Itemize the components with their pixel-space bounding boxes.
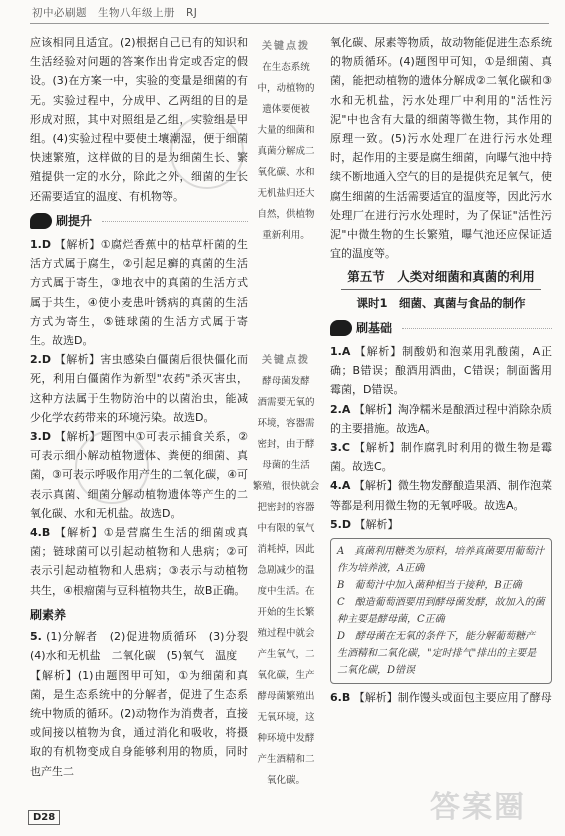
tip2-line: 氧化碳，生产 <box>257 670 315 681</box>
tip2-line: 密封，由于酵 <box>257 439 315 450</box>
question-4 <box>330 476 552 514</box>
pen-bubble-icon <box>30 213 52 229</box>
tip2-line: 殖过程中就会 <box>257 628 315 639</box>
answer-line: C 酿造葡萄酒要用到酵母菌发酵，故加入的菌种主要是酵母菌，C正确 <box>337 597 545 626</box>
q2-explanation: 【解析】害虫感染白僵菌后很快僵化而死，利用白僵菌作为新型"农药"杀灭害虫，这种方法属于生物防治中的以菌治虫，能减少化学农药带来的环境污染。故选D。 <box>30 353 249 424</box>
header-rule <box>30 23 549 24</box>
q5-label: 【解析】 <box>354 517 399 531</box>
question-6 <box>330 688 552 707</box>
question-4 <box>30 523 248 600</box>
q5-number: 5. <box>30 630 42 644</box>
question-3 <box>330 438 552 476</box>
q2-number: 2.D <box>30 353 51 367</box>
tip2-line: 种环境中发酵 <box>257 733 315 744</box>
tip2-line: 开始的生长繁 <box>257 607 315 618</box>
section-basic-title: 刷基础 <box>356 320 393 335</box>
tip2-line: 氧化碳。 <box>266 775 305 786</box>
question-2 <box>30 350 248 427</box>
section-basic-header <box>330 319 552 338</box>
tip2-line: 无氧环境，这 <box>257 712 315 723</box>
tip2-line: 母菌的生活 <box>262 460 310 471</box>
tip1-line: 无机盐归还大 <box>257 188 315 199</box>
tip2-line: 产生酒精和二 <box>257 754 315 765</box>
answer-line: D 酵母菌在无氧的条件下，能分解葡萄糖产生酒精和二氧化碳，"定时排气"排出的主要是二氧化碳，D错误 <box>337 631 537 677</box>
tip1-line: 氧化碳、水和 <box>257 167 315 178</box>
question-5 <box>330 515 552 534</box>
section-divider <box>402 328 552 329</box>
section-literacy-title: 刷素养 <box>30 607 67 622</box>
page-number: D28 <box>28 810 60 825</box>
q1-explanation: 【解析】①腐烂香蕉中的枯草杆菌的生活方式属于腐生，②引起足癣的真菌的生活方式属于寄生，③地衣中的真菌的生活方式属于共生，④使小麦患叶锈病的真菌的生活方式为寄生，⑤链球菌的生活方式属于寄生。故选D。 <box>30 238 248 348</box>
q4-number: 4.A <box>330 479 351 493</box>
tip1-line: 真菌分解成二 <box>257 146 315 157</box>
q2-explanation: 【解析】淘净糯米是酿酒过程中消除杂质的主要措施。故选A。 <box>330 402 553 435</box>
q4-explanation: 【解析】微生物发酵酿造果酒、制作泡菜等都是利用微生物的无氧呼吸。故选A。 <box>330 479 553 512</box>
right-column <box>330 33 552 707</box>
tip1-line: 遗体要便被 <box>262 104 310 115</box>
tip2-line: 把密封的容器 <box>257 502 315 513</box>
chapter-title: 第五节 人类对细菌和真菌的利用 <box>330 267 552 289</box>
question-2 <box>330 400 552 438</box>
answer-line: B 葡萄汁中加入菌种相当于接种，B正确 <box>337 580 522 592</box>
lesson-title: 课时1 细菌、真菌与食品的制作 <box>356 295 526 310</box>
tip2-line: 繁殖，很快就会 <box>252 481 320 492</box>
tip2-line: 环境，容器需 <box>257 418 315 429</box>
handwritten-answer-box <box>330 538 552 684</box>
q6-explanation: 【解析】制作馒头或面包主要应用了酵母 <box>353 691 552 705</box>
tip1-line: 自然，供植物 <box>257 209 315 220</box>
section-practice-header <box>30 212 248 231</box>
section-divider <box>102 221 248 222</box>
key-tip-2 <box>252 350 320 791</box>
faded-stamp-mark <box>170 115 244 189</box>
tip2-line: 消耗掉，因此 <box>257 544 315 555</box>
tip1-line: 中，动植物的 <box>257 83 315 94</box>
q4-explanation: 【解析】①是营腐生生活的细菌或真菌；链球菌可以引起动植物和人患病；②可表示引起动植物和人患病；③表示与动植物共生，④根瘤菌与豆科植物共生，故B正确。 <box>30 526 248 597</box>
answer-line: A 真菌利用糖类为原料，培养真菌要用葡萄汁作为培养液，A正确 <box>337 546 545 575</box>
tip2-line: 产生氧气，二 <box>257 649 315 660</box>
key-tip-1 <box>252 36 320 246</box>
q5-answers: (1)分解者 (2)促进物质循环 (3)分裂 (4)水和无机盐 二氧化碳 (5)氧气 温度 <box>30 630 259 663</box>
q3-number: 3.D <box>30 430 51 444</box>
tip2-line: 酵母菌发酵 <box>262 376 310 387</box>
tip1-line: 大量的细菌和 <box>257 125 315 136</box>
q6-number: 6.B <box>330 691 351 705</box>
q3-explanation: 【解析】题图中①可表示捕食关系，②可表示细小解动植物遗体、粪便的细菌、真菌，③可表示呼吸作用产生的二氧化碳，④可表示真菌、细菌分解动植物遗体等产生的二氧化碳、水和无机盐。故选D。 <box>30 430 248 520</box>
question-1 <box>330 342 552 400</box>
tip2-line: 中有限的氧气 <box>257 523 315 534</box>
q1-explanation: 【解析】制酸奶和泡菜用乳酸菌，A正确；B错误；酿酒用酒曲，C错误；制面酱用霉菌，D错误。 <box>330 345 552 397</box>
question-1 <box>30 235 248 350</box>
q1-number: 1.A <box>330 345 351 359</box>
tip2-line: 急剧减少的温 <box>257 565 315 576</box>
tip2-line: 酵母菌繁殖出 <box>257 691 315 702</box>
q1-number: 1.D <box>30 238 51 252</box>
book-title: 初中必刷题 生物八年级上册 RJ <box>32 7 198 19</box>
q3-number: 3.C <box>330 441 350 455</box>
page-header <box>0 0 565 24</box>
continuation-paragraph: 氧化碳、尿素等物质，故动物能促进生态系统的物质循环。(4)题图甲可知，①是细菌、真菌，能把动植物的遗体分解成②二氧化碳和③水和无机盐，污水处理厂中利用的"活性污泥"中也含有大量的细菌等微生物，其作用的原理一致。(5)污水处理厂在进行污水处理时，起作用的主要是腐生细菌，向曝气池中持续不断地通入空气的目的是提供充足氧气，使腐生细菌的生活需要适宜的温度等，因此污水处理厂在进行污水处理时，为了保证"活性污泥"中微生物的生长繁殖，曝气池还应保证适宜的温度等。 <box>330 36 552 261</box>
pen-bubble-icon <box>330 320 352 336</box>
key-tip-2-heading: 关键点拨 <box>262 355 310 366</box>
tip2-line: 酒需要无氧的 <box>257 397 315 408</box>
q3-explanation: 【解析】制作腐乳时利用的微生物是霉菌。故选C。 <box>330 441 553 474</box>
q5-explanation: 【解析】(1)由题图甲可知，①为细菌和真菌，是生态系统中的分解者，促进了生态系统中物质的循环。(2)动物作为消费者，直接或间接以植物为食，通过消化和吸收，将摄取的有机物变成自身能够利用的物质，同时也产生二 <box>30 668 248 778</box>
intro-paragraph: 应该相同且适宜。(2)根据自己已有的知识和生活经验对问题的答案作出肯定或否定的假设。(3)在方案一中，实验的变量是细菌的有无。实验过程中，分成甲、乙两组的目的是形成对照，其中对照组是乙组，实验组是甲组。(4)实验过程中要使土壤潮湿，便于细菌快速繁殖，这样做的目的是为细菌生长、繁殖提供一定的水分，除此之外，细菌的生长还需要适宜的温度、有机物等。 <box>30 36 248 203</box>
tip2-line: 度中生活。在 <box>257 586 315 597</box>
tip1-line: 重新利用。 <box>262 230 310 241</box>
question-5 <box>30 627 259 665</box>
faded-stamp-mark <box>75 430 149 504</box>
q5-number: 5.D <box>330 517 351 531</box>
key-tip-1-heading: 关键点拨 <box>262 41 310 52</box>
tip1-line: 在生态系统 <box>262 62 310 73</box>
section-practice-title: 刷提升 <box>56 213 93 228</box>
q4-number: 4.B <box>30 526 51 540</box>
watermark-logo: 答案圈 <box>430 790 526 825</box>
q2-number: 2.A <box>330 402 351 416</box>
